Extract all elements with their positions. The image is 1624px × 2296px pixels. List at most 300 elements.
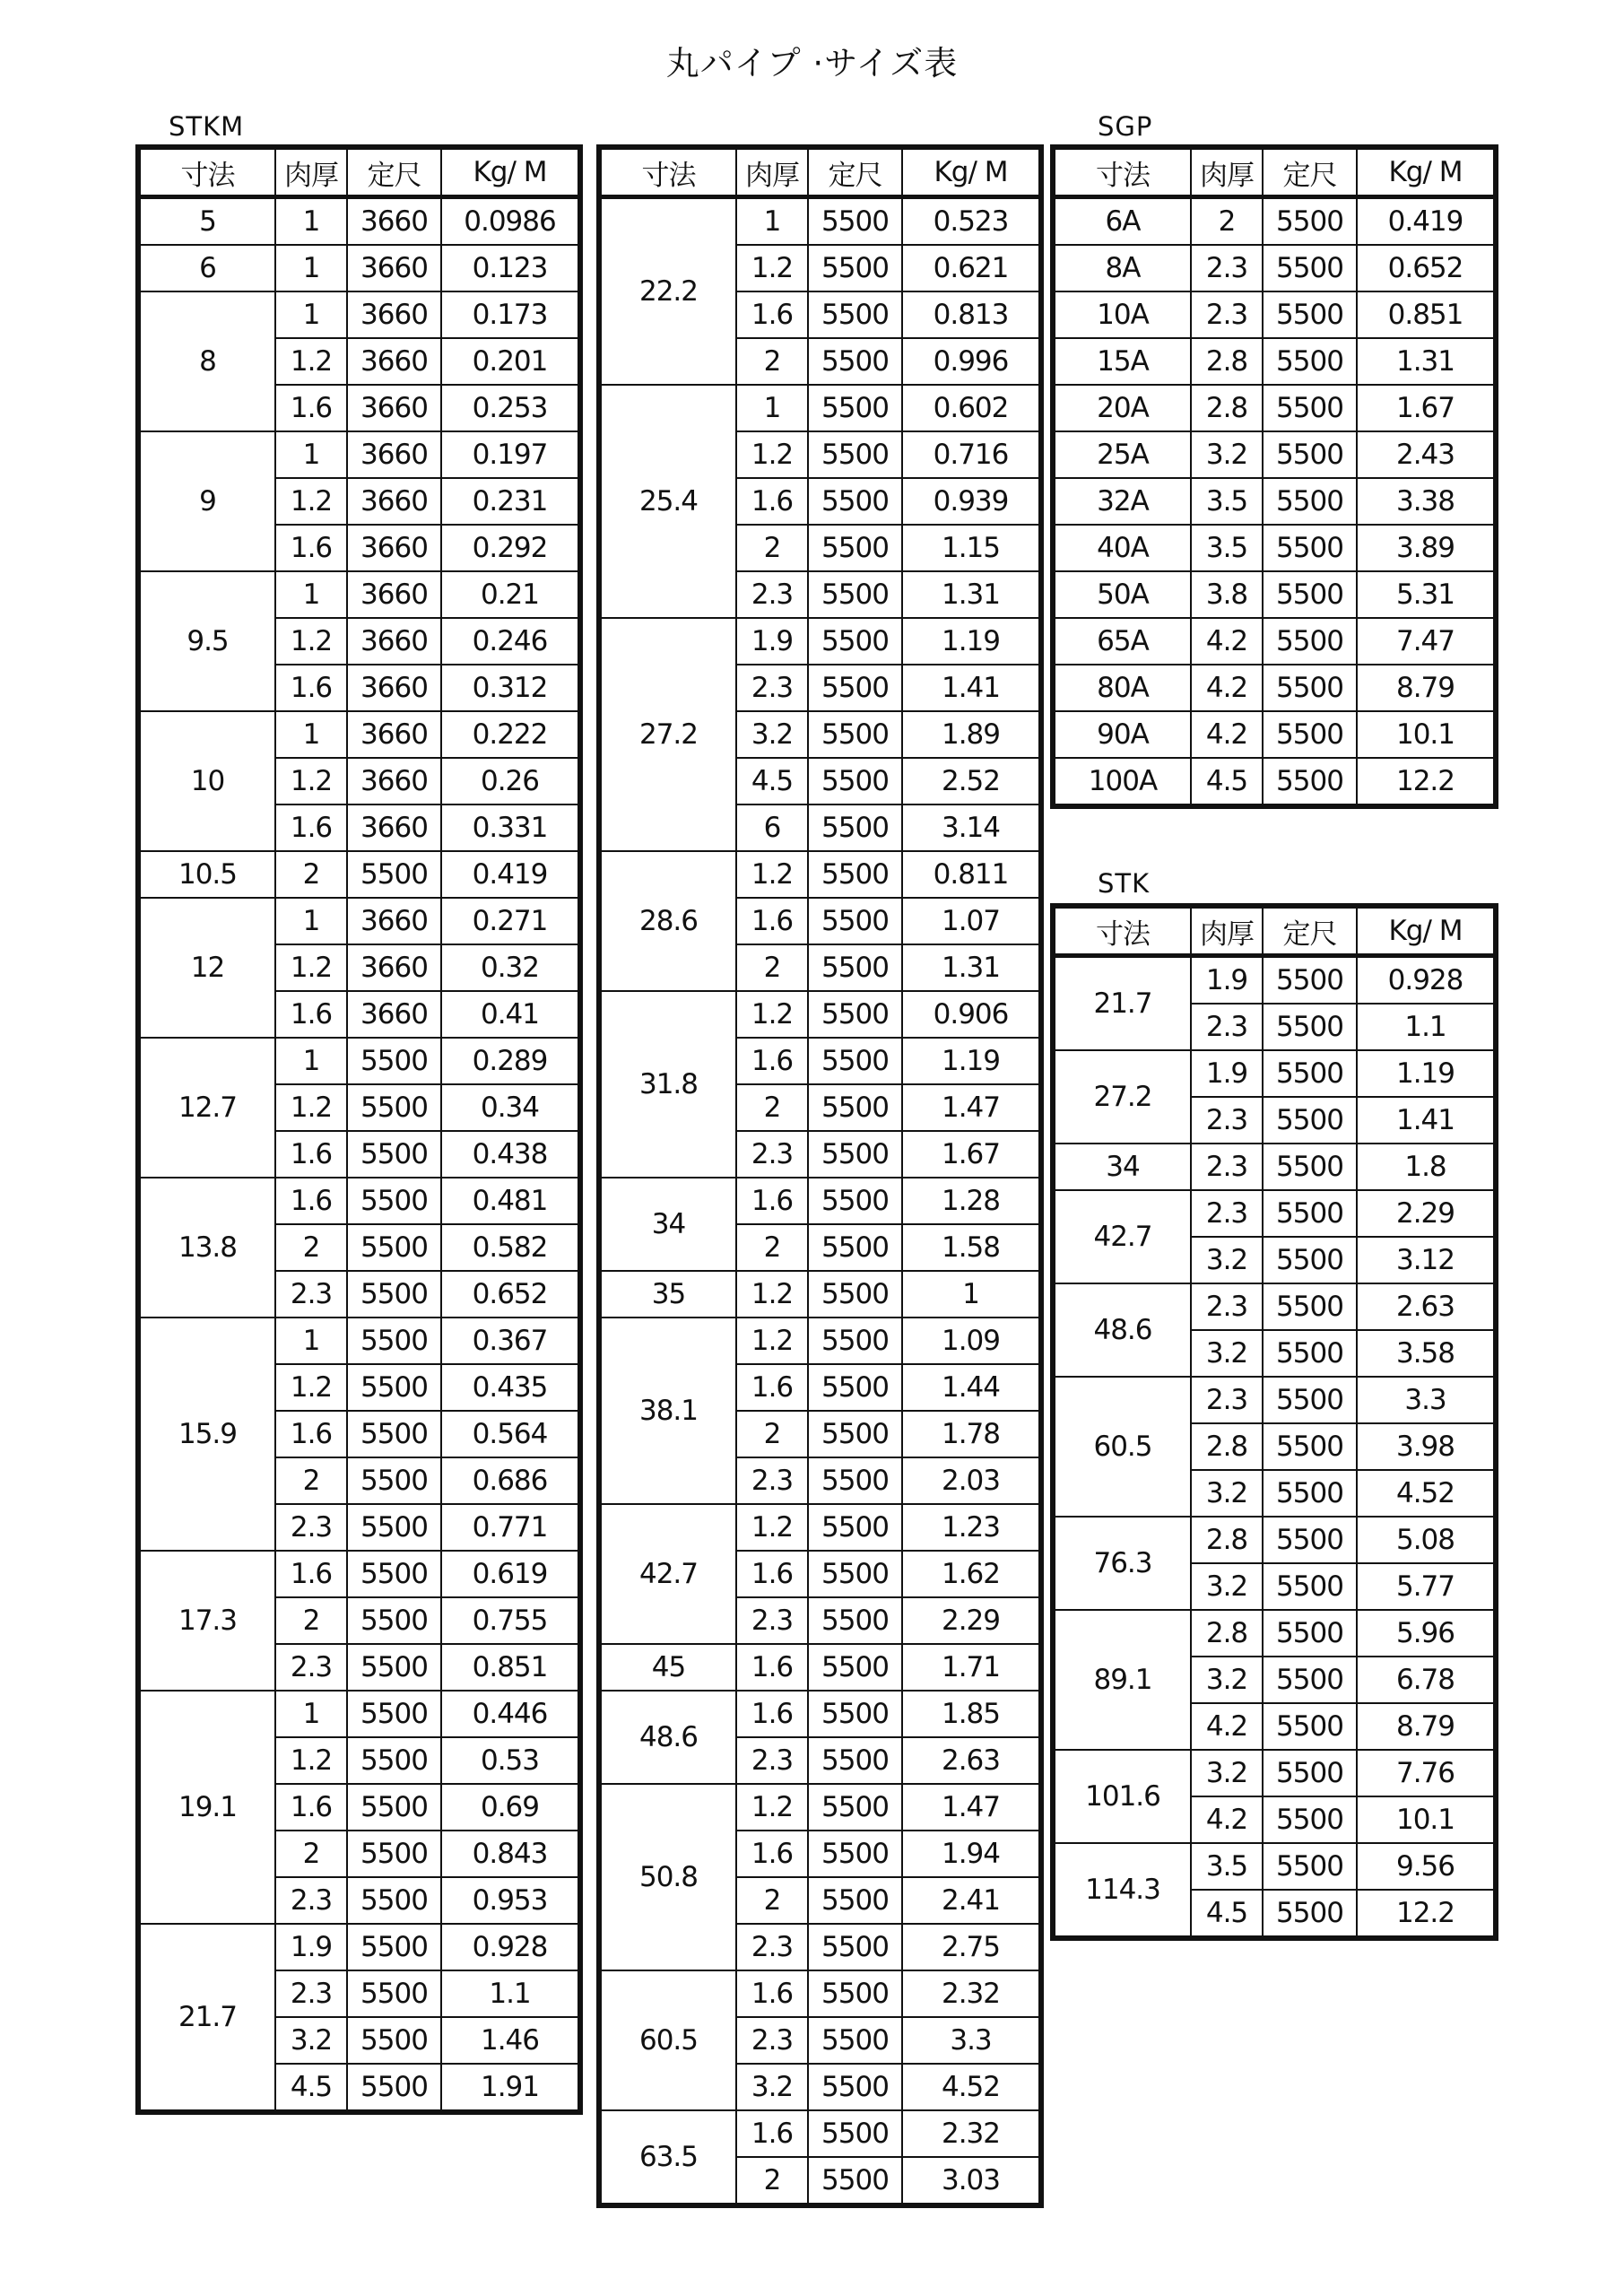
header-row bbox=[1053, 906, 1496, 956]
weight-cell: 1.23 bbox=[902, 1504, 1041, 1551]
thickness-cell: 1.2 bbox=[275, 618, 347, 665]
table-row bbox=[1053, 1750, 1496, 1796]
thickness-cell: 4.5 bbox=[1191, 1890, 1263, 1938]
weight-cell: 0.582 bbox=[441, 1224, 580, 1271]
stk-label: STK bbox=[1098, 868, 1151, 899]
thickness-cell: 1.2 bbox=[736, 245, 808, 291]
length-cell: 5500 bbox=[347, 1737, 441, 1784]
weight-cell: 1.8 bbox=[1357, 1144, 1496, 1190]
weight-cell: 0.652 bbox=[1357, 245, 1496, 291]
weight-cell: 0.435 bbox=[441, 1364, 580, 1411]
thickness-cell: 2.3 bbox=[736, 571, 808, 618]
size-cell: 38.1 bbox=[599, 1318, 736, 1504]
length-cell: 5500 bbox=[808, 1737, 902, 1784]
weight-cell: 1.07 bbox=[902, 898, 1041, 944]
thickness-cell: 2 bbox=[736, 1411, 808, 1457]
thickness-cell: 1.6 bbox=[275, 1784, 347, 1831]
thickness-cell: 3.2 bbox=[1191, 1563, 1263, 1610]
thickness-cell: 1.6 bbox=[275, 1411, 347, 1457]
table-row bbox=[1053, 711, 1496, 758]
length-cell: 5500 bbox=[808, 2017, 902, 2064]
length-cell: 3660 bbox=[347, 197, 441, 246]
size-cell: 114.3 bbox=[1053, 1843, 1191, 1938]
weight-cell: 0.292 bbox=[441, 525, 580, 571]
thickness-cell: 3.5 bbox=[1191, 1843, 1263, 1890]
weight-cell: 3.3 bbox=[902, 2017, 1041, 2064]
thickness-cell: 1.2 bbox=[736, 991, 808, 1038]
length-cell: 5500 bbox=[808, 1597, 902, 1644]
thickness-cell: 3.2 bbox=[1191, 1237, 1263, 1283]
table-row bbox=[1053, 431, 1496, 478]
thickness-cell: 1.6 bbox=[736, 478, 808, 525]
table-row bbox=[1053, 956, 1496, 1004]
thickness-cell: 1.6 bbox=[275, 385, 347, 431]
size-cell: 45 bbox=[599, 1644, 736, 1691]
length-cell: 5500 bbox=[808, 338, 902, 385]
length-cell: 5500 bbox=[347, 1504, 441, 1551]
size-cell: 100A bbox=[1053, 758, 1191, 806]
weight-cell: 0.53 bbox=[441, 1737, 580, 1784]
header-weight: Kg/ M bbox=[1357, 147, 1496, 197]
thickness-cell: 1.6 bbox=[275, 804, 347, 851]
thickness-cell: 1.6 bbox=[275, 665, 347, 711]
length-cell: 5500 bbox=[1263, 956, 1357, 1004]
length-cell: 5500 bbox=[347, 1271, 441, 1318]
thickness-cell: 1.6 bbox=[275, 1551, 347, 1597]
length-cell: 5500 bbox=[808, 1224, 902, 1271]
weight-cell: 0.811 bbox=[902, 851, 1041, 898]
length-cell: 5500 bbox=[808, 1551, 902, 1597]
weight-cell: 5.08 bbox=[1357, 1517, 1496, 1563]
thickness-cell: 1.6 bbox=[275, 525, 347, 571]
thickness-cell: 3.2 bbox=[736, 711, 808, 758]
thickness-cell: 2.3 bbox=[736, 1131, 808, 1178]
length-cell: 5500 bbox=[808, 1178, 902, 1224]
weight-cell: 1.19 bbox=[902, 1038, 1041, 1084]
length-cell: 5500 bbox=[808, 618, 902, 665]
size-cell: 31.8 bbox=[599, 991, 736, 1178]
length-cell: 5500 bbox=[808, 571, 902, 618]
length-cell: 5500 bbox=[1263, 291, 1357, 338]
length-cell: 5500 bbox=[1263, 1050, 1357, 1097]
thickness-cell: 1.2 bbox=[275, 478, 347, 525]
weight-cell: 3.98 bbox=[1357, 1423, 1496, 1470]
thickness-cell: 2.3 bbox=[1191, 1190, 1263, 1237]
size-cell: 10.5 bbox=[138, 851, 275, 898]
thickness-cell: 2.3 bbox=[1191, 1283, 1263, 1330]
weight-cell: 1.47 bbox=[902, 1084, 1041, 1131]
table-row bbox=[1053, 571, 1496, 618]
thickness-cell: 2.8 bbox=[1191, 338, 1263, 385]
size-cell: 21.7 bbox=[1053, 956, 1191, 1051]
header-row bbox=[1053, 147, 1496, 197]
table-row bbox=[138, 851, 580, 898]
length-cell: 5500 bbox=[808, 197, 902, 246]
thickness-cell: 1 bbox=[736, 385, 808, 431]
weight-cell: 0.289 bbox=[441, 1038, 580, 1084]
thickness-cell: 1.6 bbox=[736, 1364, 808, 1411]
size-cell: 13.8 bbox=[138, 1178, 275, 1318]
stkm-continued-table bbox=[596, 144, 1044, 2208]
weight-cell: 1.44 bbox=[902, 1364, 1041, 1411]
length-cell: 5500 bbox=[808, 944, 902, 991]
length-cell: 5500 bbox=[1263, 1890, 1357, 1938]
length-cell: 5500 bbox=[808, 291, 902, 338]
table-row bbox=[599, 1784, 1041, 1831]
length-cell: 3660 bbox=[347, 665, 441, 711]
length-cell: 5500 bbox=[1263, 1657, 1357, 1703]
thickness-cell: 2.3 bbox=[1191, 291, 1263, 338]
thickness-cell: 2 bbox=[736, 1877, 808, 1924]
size-cell: 22.2 bbox=[599, 197, 736, 386]
table-row bbox=[1053, 197, 1496, 246]
size-cell: 101.6 bbox=[1053, 1750, 1191, 1843]
weight-cell: 0.652 bbox=[441, 1271, 580, 1318]
length-cell: 5500 bbox=[808, 525, 902, 571]
length-cell: 5500 bbox=[808, 1924, 902, 1970]
weight-cell: 7.76 bbox=[1357, 1750, 1496, 1796]
table-row bbox=[599, 618, 1041, 665]
thickness-cell: 2.3 bbox=[1191, 1144, 1263, 1190]
thickness-cell: 1.2 bbox=[736, 1504, 808, 1551]
weight-cell: 0.246 bbox=[441, 618, 580, 665]
thickness-cell: 1.6 bbox=[736, 1831, 808, 1877]
thickness-cell: 2 bbox=[736, 2157, 808, 2205]
table-row bbox=[1053, 1377, 1496, 1423]
length-cell: 5500 bbox=[808, 431, 902, 478]
size-cell: 28.6 bbox=[599, 851, 736, 991]
thickness-cell: 2.3 bbox=[1191, 1097, 1263, 1144]
weight-cell: 1.78 bbox=[902, 1411, 1041, 1457]
thickness-cell: 2.3 bbox=[736, 1597, 808, 1644]
weight-cell: 1.31 bbox=[902, 571, 1041, 618]
weight-cell: 7.47 bbox=[1357, 618, 1496, 665]
thickness-cell: 2 bbox=[736, 1224, 808, 1271]
length-cell: 3660 bbox=[347, 758, 441, 804]
table-row bbox=[1053, 758, 1496, 806]
header-row bbox=[138, 147, 580, 197]
weight-cell: 0.523 bbox=[902, 197, 1041, 246]
thickness-cell: 2 bbox=[275, 1224, 347, 1271]
weight-cell: 12.2 bbox=[1357, 1890, 1496, 1938]
header-weight: Kg/ M bbox=[441, 147, 580, 197]
weight-cell: 0.621 bbox=[902, 245, 1041, 291]
weight-cell: 5.96 bbox=[1357, 1610, 1496, 1657]
header-length: 定尺 bbox=[1263, 147, 1357, 197]
size-cell: 32A bbox=[1053, 478, 1191, 525]
size-cell: 10A bbox=[1053, 291, 1191, 338]
length-cell: 5500 bbox=[1263, 1843, 1357, 1890]
weight-cell: 1.47 bbox=[902, 1784, 1041, 1831]
length-cell: 5500 bbox=[808, 2064, 902, 2110]
thickness-cell: 3.8 bbox=[1191, 571, 1263, 618]
length-cell: 5500 bbox=[808, 1411, 902, 1457]
weight-cell: 1.28 bbox=[902, 1178, 1041, 1224]
weight-cell: 0.755 bbox=[441, 1597, 580, 1644]
weight-cell: 0.928 bbox=[1357, 956, 1496, 1004]
thickness-cell: 2.8 bbox=[1191, 1517, 1263, 1563]
sgp-label: SGP bbox=[1098, 111, 1153, 142]
weight-cell: 10.1 bbox=[1357, 1796, 1496, 1843]
size-cell: 8 bbox=[138, 291, 275, 431]
weight-cell: 0.32 bbox=[441, 944, 580, 991]
thickness-cell: 3.2 bbox=[1191, 1330, 1263, 1377]
thickness-cell: 2.3 bbox=[736, 2017, 808, 2064]
length-cell: 3660 bbox=[347, 338, 441, 385]
table-row bbox=[138, 571, 580, 618]
thickness-cell: 3.2 bbox=[1191, 1657, 1263, 1703]
size-cell: 9.5 bbox=[138, 571, 275, 711]
weight-cell: 1.67 bbox=[1357, 385, 1496, 431]
thickness-cell: 2.3 bbox=[275, 1877, 347, 1924]
length-cell: 5500 bbox=[808, 1364, 902, 1411]
thickness-cell: 4.5 bbox=[736, 758, 808, 804]
weight-cell: 1.31 bbox=[1357, 338, 1496, 385]
weight-cell: 8.79 bbox=[1357, 1703, 1496, 1750]
table-row bbox=[1053, 1610, 1496, 1657]
length-cell: 5500 bbox=[1263, 1377, 1357, 1423]
size-cell: 42.7 bbox=[599, 1504, 736, 1644]
size-cell: 19.1 bbox=[138, 1691, 275, 1924]
thickness-cell: 2 bbox=[275, 1831, 347, 1877]
table-row bbox=[1053, 338, 1496, 385]
weight-cell: 0.438 bbox=[441, 1131, 580, 1178]
table-row bbox=[138, 431, 580, 478]
thickness-cell: 1.6 bbox=[736, 1644, 808, 1691]
length-cell: 5500 bbox=[808, 385, 902, 431]
header-length: 定尺 bbox=[808, 147, 902, 197]
thickness-cell: 2.3 bbox=[275, 1644, 347, 1691]
size-cell: 76.3 bbox=[1053, 1517, 1191, 1610]
weight-cell: 2.41 bbox=[902, 1877, 1041, 1924]
thickness-cell: 2.3 bbox=[275, 1970, 347, 2017]
size-cell: 8A bbox=[1053, 245, 1191, 291]
table-row bbox=[599, 1318, 1041, 1364]
length-cell: 5500 bbox=[1263, 385, 1357, 431]
size-cell: 60.5 bbox=[1053, 1377, 1191, 1517]
thickness-cell: 3.5 bbox=[1191, 478, 1263, 525]
length-cell: 5500 bbox=[808, 898, 902, 944]
size-cell: 25.4 bbox=[599, 385, 736, 618]
thickness-cell: 1 bbox=[275, 571, 347, 618]
size-cell: 40A bbox=[1053, 525, 1191, 571]
length-cell: 5500 bbox=[1263, 571, 1357, 618]
thickness-cell: 1 bbox=[736, 197, 808, 246]
length-cell: 5500 bbox=[347, 1831, 441, 1877]
size-cell: 42.7 bbox=[1053, 1190, 1191, 1283]
thickness-cell: 1.6 bbox=[736, 1970, 808, 2017]
length-cell: 5500 bbox=[808, 1831, 902, 1877]
size-cell: 5 bbox=[138, 197, 275, 246]
thickness-cell: 1.6 bbox=[275, 991, 347, 1038]
weight-cell: 1.41 bbox=[902, 665, 1041, 711]
table-row bbox=[599, 385, 1041, 431]
size-cell: 60.5 bbox=[599, 1970, 736, 2110]
weight-cell: 0.771 bbox=[441, 1504, 580, 1551]
weight-cell: 3.14 bbox=[902, 804, 1041, 851]
length-cell: 5500 bbox=[1263, 1470, 1357, 1517]
table-row bbox=[1053, 1144, 1496, 1190]
thickness-cell: 1.6 bbox=[736, 1178, 808, 1224]
weight-cell: 12.2 bbox=[1357, 758, 1496, 806]
size-cell: 17.3 bbox=[138, 1551, 275, 1691]
thickness-cell: 2.3 bbox=[736, 665, 808, 711]
table-row bbox=[599, 1504, 1041, 1551]
thickness-cell: 1 bbox=[275, 1691, 347, 1737]
weight-cell: 0.564 bbox=[441, 1411, 580, 1457]
weight-cell: 1.94 bbox=[902, 1831, 1041, 1877]
length-cell: 3660 bbox=[347, 291, 441, 338]
weight-cell: 0.446 bbox=[441, 1691, 580, 1737]
thickness-cell: 1 bbox=[275, 1318, 347, 1364]
sgp-table bbox=[1050, 144, 1498, 809]
length-cell: 5500 bbox=[347, 1597, 441, 1644]
size-cell: 25A bbox=[1053, 431, 1191, 478]
weight-cell: 0.201 bbox=[441, 338, 580, 385]
thickness-cell: 1.6 bbox=[736, 1551, 808, 1597]
table-row bbox=[138, 1318, 580, 1364]
length-cell: 5500 bbox=[808, 991, 902, 1038]
weight-cell: 0.602 bbox=[902, 385, 1041, 431]
length-cell: 5500 bbox=[1263, 338, 1357, 385]
length-cell: 5500 bbox=[1263, 711, 1357, 758]
length-cell: 5500 bbox=[347, 1038, 441, 1084]
thickness-cell: 3.2 bbox=[1191, 1470, 1263, 1517]
length-cell: 5500 bbox=[347, 1318, 441, 1364]
stkm-table bbox=[135, 144, 583, 2115]
size-cell: 48.6 bbox=[599, 1691, 736, 1784]
thickness-cell: 2.3 bbox=[1191, 1377, 1263, 1423]
table-row bbox=[599, 197, 1041, 246]
weight-cell: 0.367 bbox=[441, 1318, 580, 1364]
size-cell: 6A bbox=[1053, 197, 1191, 246]
weight-cell: 0.996 bbox=[902, 338, 1041, 385]
header-thickness: 肉厚 bbox=[1191, 906, 1263, 956]
weight-cell: 3.58 bbox=[1357, 1330, 1496, 1377]
length-cell: 5500 bbox=[1263, 618, 1357, 665]
table-row bbox=[1053, 1517, 1496, 1563]
length-cell: 5500 bbox=[1263, 1097, 1357, 1144]
table-row bbox=[599, 1178, 1041, 1224]
thickness-cell: 1.2 bbox=[275, 338, 347, 385]
table-row bbox=[138, 197, 580, 246]
weight-cell: 2.32 bbox=[902, 1970, 1041, 2017]
size-cell: 15A bbox=[1053, 338, 1191, 385]
thickness-cell: 1.6 bbox=[275, 1131, 347, 1178]
length-cell: 5500 bbox=[1263, 245, 1357, 291]
weight-cell: 1.09 bbox=[902, 1318, 1041, 1364]
thickness-cell: 3.2 bbox=[275, 2017, 347, 2064]
table-row bbox=[1053, 1050, 1496, 1097]
header-length: 定尺 bbox=[347, 147, 441, 197]
weight-cell: 2.29 bbox=[902, 1597, 1041, 1644]
length-cell: 5500 bbox=[347, 1644, 441, 1691]
weight-cell: 1 bbox=[902, 1271, 1041, 1318]
size-cell: 89.1 bbox=[1053, 1610, 1191, 1750]
thickness-cell: 1.9 bbox=[1191, 956, 1263, 1004]
table-row bbox=[1053, 478, 1496, 525]
size-cell: 48.6 bbox=[1053, 1283, 1191, 1377]
weight-cell: 0.851 bbox=[441, 1644, 580, 1691]
weight-cell: 2.63 bbox=[1357, 1283, 1496, 1330]
length-cell: 5500 bbox=[808, 1131, 902, 1178]
thickness-cell: 2.3 bbox=[1191, 1004, 1263, 1050]
length-cell: 5500 bbox=[808, 1970, 902, 2017]
weight-cell: 1.31 bbox=[902, 944, 1041, 991]
size-cell: 12.7 bbox=[138, 1038, 275, 1178]
length-cell: 5500 bbox=[808, 1691, 902, 1737]
weight-cell: 0.928 bbox=[441, 1924, 580, 1970]
header-size: 寸法 bbox=[1053, 906, 1191, 956]
thickness-cell: 2 bbox=[1191, 197, 1263, 246]
length-cell: 5500 bbox=[808, 2157, 902, 2205]
size-cell: 20A bbox=[1053, 385, 1191, 431]
thickness-cell: 2 bbox=[736, 338, 808, 385]
weight-cell: 2.63 bbox=[902, 1737, 1041, 1784]
length-cell: 5500 bbox=[347, 1784, 441, 1831]
weight-cell: 0.69 bbox=[441, 1784, 580, 1831]
table-row bbox=[138, 898, 580, 944]
size-cell: 6 bbox=[138, 245, 275, 291]
table-row bbox=[1053, 291, 1496, 338]
length-cell: 5500 bbox=[808, 1457, 902, 1504]
weight-cell: 8.79 bbox=[1357, 665, 1496, 711]
weight-cell: 1.85 bbox=[902, 1691, 1041, 1737]
weight-cell: 0.41 bbox=[441, 991, 580, 1038]
length-cell: 5500 bbox=[347, 1457, 441, 1504]
length-cell: 5500 bbox=[1263, 1796, 1357, 1843]
length-cell: 5500 bbox=[808, 1784, 902, 1831]
length-cell: 5500 bbox=[347, 1084, 441, 1131]
weight-cell: 0.173 bbox=[441, 291, 580, 338]
weight-cell: 0.34 bbox=[441, 1084, 580, 1131]
weight-cell: 2.32 bbox=[902, 2110, 1041, 2157]
weight-cell: 1.1 bbox=[441, 1970, 580, 2017]
length-cell: 3660 bbox=[347, 571, 441, 618]
thickness-cell: 1.2 bbox=[275, 1737, 347, 1784]
length-cell: 5500 bbox=[808, 245, 902, 291]
weight-cell: 2.52 bbox=[902, 758, 1041, 804]
table-row bbox=[138, 1038, 580, 1084]
table-row bbox=[138, 291, 580, 338]
table-row bbox=[1053, 245, 1496, 291]
weight-cell: 0.271 bbox=[441, 898, 580, 944]
thickness-cell: 1.6 bbox=[736, 1038, 808, 1084]
length-cell: 5500 bbox=[347, 1364, 441, 1411]
length-cell: 5500 bbox=[1263, 431, 1357, 478]
weight-cell: 3.3 bbox=[1357, 1377, 1496, 1423]
length-cell: 3660 bbox=[347, 711, 441, 758]
length-cell: 5500 bbox=[347, 2064, 441, 2112]
length-cell: 5500 bbox=[808, 478, 902, 525]
thickness-cell: 1.9 bbox=[1191, 1050, 1263, 1097]
length-cell: 5500 bbox=[808, 851, 902, 898]
length-cell: 5500 bbox=[1263, 1703, 1357, 1750]
thickness-cell: 1.2 bbox=[736, 1784, 808, 1831]
thickness-cell: 1 bbox=[275, 711, 347, 758]
length-cell: 5500 bbox=[808, 1038, 902, 1084]
header-weight: Kg/ M bbox=[1357, 906, 1496, 956]
thickness-cell: 2.3 bbox=[275, 1271, 347, 1318]
thickness-cell: 2 bbox=[736, 1084, 808, 1131]
length-cell: 5500 bbox=[808, 711, 902, 758]
thickness-cell: 2 bbox=[275, 851, 347, 898]
weight-cell: 3.03 bbox=[902, 2157, 1041, 2205]
table-row bbox=[138, 1551, 580, 1597]
length-cell: 3660 bbox=[347, 431, 441, 478]
weight-cell: 0.813 bbox=[902, 291, 1041, 338]
length-cell: 3660 bbox=[347, 944, 441, 991]
